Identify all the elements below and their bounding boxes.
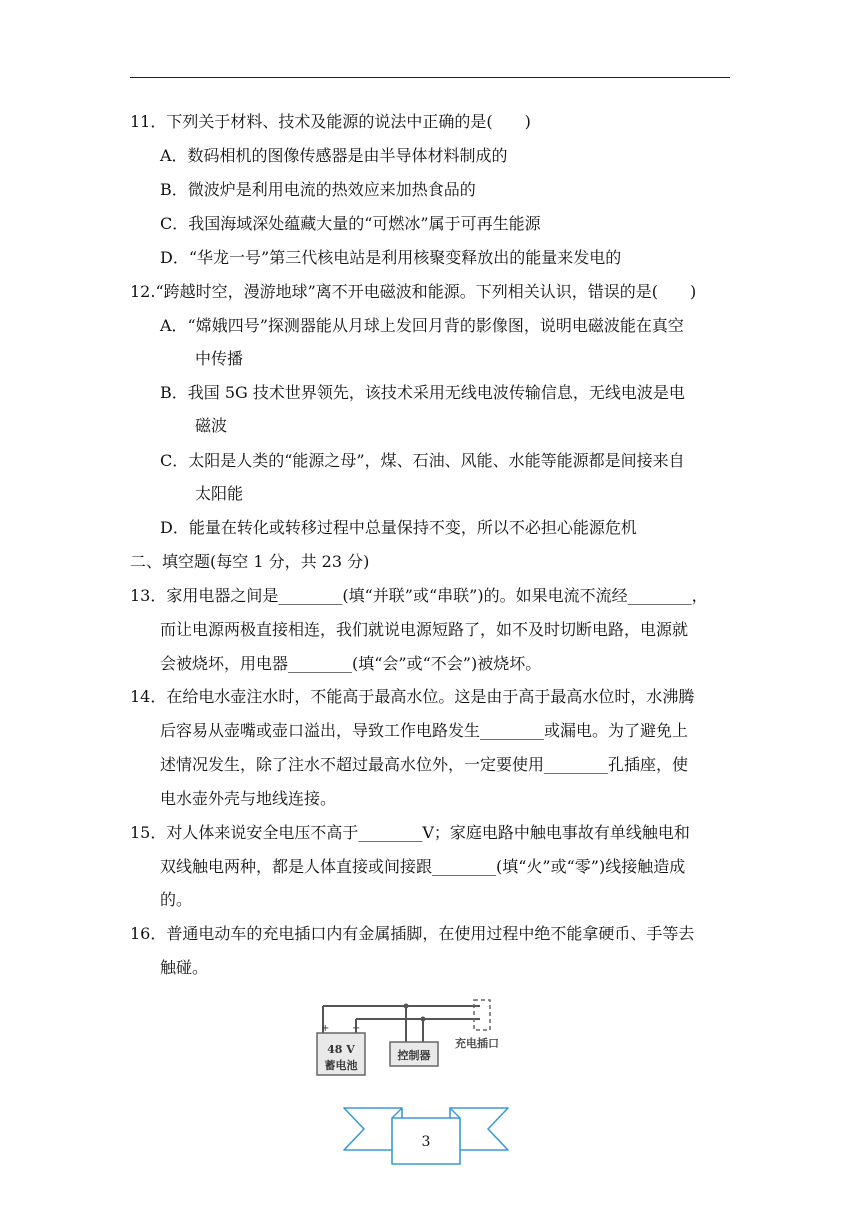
q14-line4: 电水壶外壳与地线连接。: [160, 789, 337, 808]
minus-sign: −: [352, 1023, 361, 1034]
q16-line1: 16．普通电动车的充电插口内有金属插脚，在使用过程中绝不能拿硬币、手等去: [130, 924, 695, 943]
charging-port-label: 充电插口: [455, 1037, 499, 1050]
battery-label: 蓄电池: [324, 1059, 358, 1072]
charging-port-box: [474, 1000, 490, 1030]
q12-option-c-line1: C．太阳是人类的“能源之母”，煤、石油、风能、水能等能源都是间接来自: [160, 451, 685, 470]
q15-line3: 的。: [160, 890, 193, 909]
q12-option-a-line1: A．“嫦娥四号”探测器能从月球上发回月背的影像图，说明电磁波能在真空: [160, 316, 684, 335]
controller-label: 控制器: [397, 1049, 431, 1062]
q12-option-d: D．能量在转化或转移过程中总量保持不变，所以不必担心能源危机: [160, 518, 637, 537]
charging-circuit-diagram: [312, 998, 532, 1080]
q11-option-c: C．我国海域深处蕴藏大量的“可燃冰”属于可再生能源: [160, 214, 541, 233]
battery-voltage: 48 V: [327, 1043, 355, 1056]
q14-line1: 14．在给电水壶注水时，不能高于最高水位。这是由于高于最高水位时，水沸腾: [130, 687, 695, 706]
q12-option-b-line1: B．我国 5G 技术世界领先，该技术采用无线电波传输信息，无线电波是电: [160, 383, 685, 402]
q14-line2: 后容易从壶嘴或壶口溢出，导致工作电路发生________或漏电。为了避免上: [160, 721, 689, 740]
plus-sign: +: [321, 1023, 330, 1034]
q11-stem: 11．下列关于材料、技术及能源的说法中正确的是( ): [130, 112, 531, 131]
q11-option-a: A．数码相机的图像传感器是由半导体材料制成的: [160, 146, 508, 165]
q15-line1: 15．对人体来说安全电压不高于________V；家庭电路中触电事故有单线触电和: [130, 823, 690, 842]
q14-line3: 述情况发生，除了注水不超过最高水位外，一定要使用________孔插座，使: [160, 755, 689, 774]
q12-option-c-line2: 太阳能: [195, 484, 244, 503]
q15-line2: 双线触电两种，都是人体直接或间接跟________(填“火”或“零”)线接触造成: [160, 857, 686, 876]
q11-option-d: D．“华龙一号”第三代核电站是利用核聚变释放出的能量来发电的: [160, 248, 622, 267]
q13-line2: 而让电源两极直接相连，我们就说电源短路了，如不及时切断电路，电源就: [160, 620, 689, 639]
q12-option-a-line2: 中传播: [195, 349, 244, 368]
header-rule: [130, 77, 730, 78]
q13-line3: 会被烧坏，用电器________(填“会”或“不会”)被烧坏。: [160, 654, 542, 673]
q11-option-b: B．微波炉是利用电流的热效应来加热食品的: [160, 180, 476, 199]
q13-line1: 13．家用电器之间是________(填“并联”或“串联”)的。如果电流不流经________，: [130, 586, 708, 605]
q12-stem: 12.“跨越时空，漫游地球”离不开电磁波和能源。下列相关认识，错误的是( ): [130, 282, 697, 301]
page-number-ribbon: [342, 1100, 510, 1168]
page-number: 3: [421, 1134, 431, 1150]
section-heading: 二、填空题(每空 1 分，共 23 分): [130, 552, 370, 571]
q16-line2: 触碰。: [160, 958, 209, 977]
q12-option-b-line2: 磁波: [195, 416, 228, 435]
